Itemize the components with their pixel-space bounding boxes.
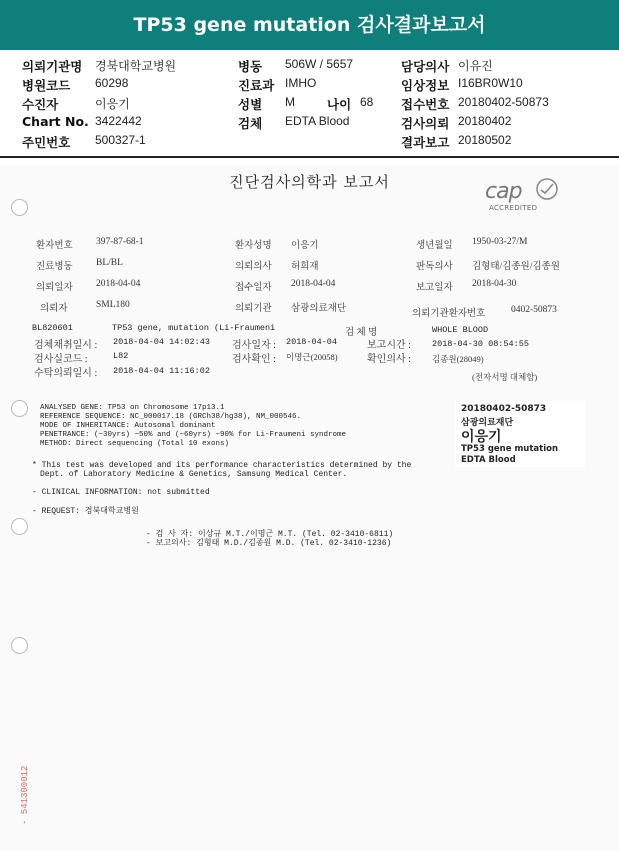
value-request-date: 2018-04-04 xyxy=(96,279,141,289)
development-note-2: Dept. of Laboratory Medicine & Genetics, Samsung Medical Center. xyxy=(40,470,348,479)
report-title-banner xyxy=(0,0,619,50)
label-sheet-ward: 진료병동 xyxy=(36,262,73,272)
sticker-test-name: TP53 gene mutation xyxy=(461,444,559,454)
label-result-report: 결과보고 xyxy=(401,135,450,150)
value-requesting-institution: 경북대학교병원 xyxy=(95,59,177,73)
value-requester: SML180 xyxy=(96,300,130,310)
punch-hole xyxy=(11,400,28,417)
value-test-confirm: 이명근(20058) xyxy=(286,352,338,362)
value-result-report: 20180502 xyxy=(458,133,512,147)
label-receipt-date: 접수일자 xyxy=(235,283,272,293)
patient-info-panel xyxy=(0,50,619,154)
tester-line: - 검 사 자: 이상규 M.T./이명근 M.T. (Tel. 02-3410-6811) xyxy=(146,530,394,539)
value-sex: M xyxy=(285,95,295,109)
value-clinical-info: I16BR0W10 xyxy=(458,76,523,90)
label-patient-no: 환자번호 xyxy=(36,241,73,251)
label-department: 진료과 xyxy=(238,78,275,93)
label-reading-doctor: 판독의사 xyxy=(416,262,453,272)
value-test-request: 20180402 xyxy=(458,114,512,128)
value-test-date: 2018-04-04 xyxy=(286,337,338,347)
value-receipt-number: 20180402-50873 xyxy=(458,95,549,109)
value-confirming-doctor: 김종원(28049) xyxy=(432,354,484,364)
label-hospital-code: 병원코드 xyxy=(22,78,71,93)
label-ward: 병동 xyxy=(238,59,263,74)
divider xyxy=(0,156,619,158)
value-ward: 506W / 5657 xyxy=(285,57,354,71)
label-consign-time: 수탁의뢰일시 : xyxy=(34,368,98,379)
reference-sequence: REFERENCE SEQUENCE: NC_000017.18 (GRCh38/hg38), NM_000546. xyxy=(40,413,302,421)
label-receipt-number: 접수번호 xyxy=(401,97,450,112)
mode-of-inheritance: MODE OF INHERITANCE: Autosomal dominant xyxy=(40,422,216,430)
value-collection-time: 2018-04-04 14:02:43 xyxy=(113,337,210,347)
sticker-patient-name: 이응기 xyxy=(461,429,502,445)
serial-stamp-text: - 541300012 xyxy=(20,765,30,825)
value-patient: 이응기 xyxy=(95,97,130,111)
value-requesting-doctor: 허희재 xyxy=(291,262,319,272)
clinical-information: - CLINICAL INFORMATION: not submitted xyxy=(32,488,210,497)
label-test-request: 검사의뢰 xyxy=(401,116,450,131)
value-specimen-name: WHOLE BLOOD xyxy=(432,325,489,335)
sticker-specimen: EDTA Blood xyxy=(461,455,516,465)
label-age: 나이 xyxy=(327,97,352,112)
scanned-report-sheet xyxy=(0,165,619,851)
label-request-date: 의뢰일자 xyxy=(36,283,73,293)
label-collection-time: 검체채취일시 : xyxy=(34,340,98,351)
value-resident-number: 500327-1 xyxy=(95,133,146,147)
label-requester: 의뢰자 xyxy=(40,304,68,314)
cap-seal-icon xyxy=(535,177,559,201)
label-clinical-info: 임상정보 xyxy=(401,78,450,93)
cap-logo-word: cap xyxy=(485,179,522,204)
label-attending-doctor: 담당의사 xyxy=(401,59,450,74)
punch-hole xyxy=(11,199,28,216)
label-patient-name: 환자성명 xyxy=(235,241,272,251)
penetrance: PENETRANCE: (~30yrs) ~50% and (~60yrs) ~90% for Li-Fraumeni syndrome xyxy=(40,431,347,439)
value-attending-doctor: 이유진 xyxy=(458,59,493,73)
analysed-gene: ANALYSED GENE: TP53 on Chromosome 17p13.1 xyxy=(40,404,225,412)
punch-hole xyxy=(11,518,28,535)
sticker-receipt-number: 20180402-50873 xyxy=(461,404,547,414)
method: METHOD: Direct sequencing (Total 10 exons) xyxy=(40,440,230,448)
sheet-title: 진단검사의학과 보고서 xyxy=(229,173,390,191)
value-consign-time: 2018-04-04 11:16:02 xyxy=(113,366,210,376)
development-note-1: * This test was developed and its performance characteristics determined by the xyxy=(32,461,412,470)
electronic-signature-note: (전자서명 대체함) xyxy=(472,372,538,382)
vertical-serial-stamp xyxy=(20,755,40,835)
sticker-lab-name: 삼광의료재단 xyxy=(461,418,514,428)
label-chart-no: Chart No. xyxy=(22,114,89,129)
label-sex: 성별 xyxy=(238,97,263,112)
value-specimen: EDTA Blood xyxy=(285,114,350,128)
label-requesting-doctor: 의뢰의사 xyxy=(235,262,272,272)
value-requesting-org-patient-no: 0402-50873 xyxy=(511,305,557,315)
label-requesting-org-patient-no: 의뢰기관환자번호 xyxy=(412,309,486,319)
label-specimen: 검체 xyxy=(238,116,263,131)
value-report-time: 2018-04-30 08:54:55 xyxy=(432,339,529,349)
value-sheet-ward: BL/BL xyxy=(96,258,123,268)
test-code: BL820601 xyxy=(32,323,73,333)
value-receipt-date: 2018-04-04 xyxy=(291,279,336,289)
value-hospital-code: 60298 xyxy=(95,76,129,90)
value-report-date: 2018-04-30 xyxy=(472,279,517,289)
value-chart-no: 3422442 xyxy=(95,114,142,128)
label-specimen-name: 검 체 명 xyxy=(345,328,378,338)
specimen-label-sticker xyxy=(455,401,585,467)
label-lab-code: 검사실코드 : xyxy=(34,354,88,365)
value-patient-no: 397-87-68-1 xyxy=(96,237,144,247)
label-test-confirm: 검사확인 : xyxy=(232,354,276,365)
label-resident-number: 주민번호 xyxy=(22,135,71,150)
value-patient-name: 이응기 xyxy=(291,241,319,251)
request-line: - REQUEST: 경북대학교병원 xyxy=(32,507,139,516)
value-age: 68 xyxy=(360,95,374,109)
value-birth: 1950-03-27/M xyxy=(472,237,528,247)
value-requesting-org: 삼광의료재단 xyxy=(291,304,347,314)
label-confirming-doctor: 확인의사 : xyxy=(367,354,411,365)
label-birth: 생년월일 xyxy=(416,241,453,251)
test-name: TP53 gene, mutation (Li-Fraumeni xyxy=(112,323,276,333)
label-report-time: 보고시간 : xyxy=(367,340,411,351)
label-requesting-org: 의뢰기관 xyxy=(235,304,272,314)
value-reading-doctor: 김형태/김종원/김종원 xyxy=(472,262,560,272)
label-patient: 수진자 xyxy=(22,97,59,112)
cap-accredited-text: ACCREDITED xyxy=(489,204,538,212)
value-lab-code: L82 xyxy=(113,351,129,361)
cap-accredited-logo xyxy=(483,177,563,217)
reporter-line: - 보고의사: 김형태 M.D./김종원 M.D. (Tel. 02-3410-1236) xyxy=(146,539,392,548)
label-report-date: 보고일자 xyxy=(416,283,453,293)
value-department: IMHO xyxy=(285,76,317,90)
label-test-date: 검사일자 : xyxy=(232,340,276,351)
punch-hole xyxy=(11,637,28,654)
report-title: TP53 gene mutation 검사결과보고서 xyxy=(133,14,486,36)
label-requesting-institution: 의뢰기관명 xyxy=(22,59,83,74)
